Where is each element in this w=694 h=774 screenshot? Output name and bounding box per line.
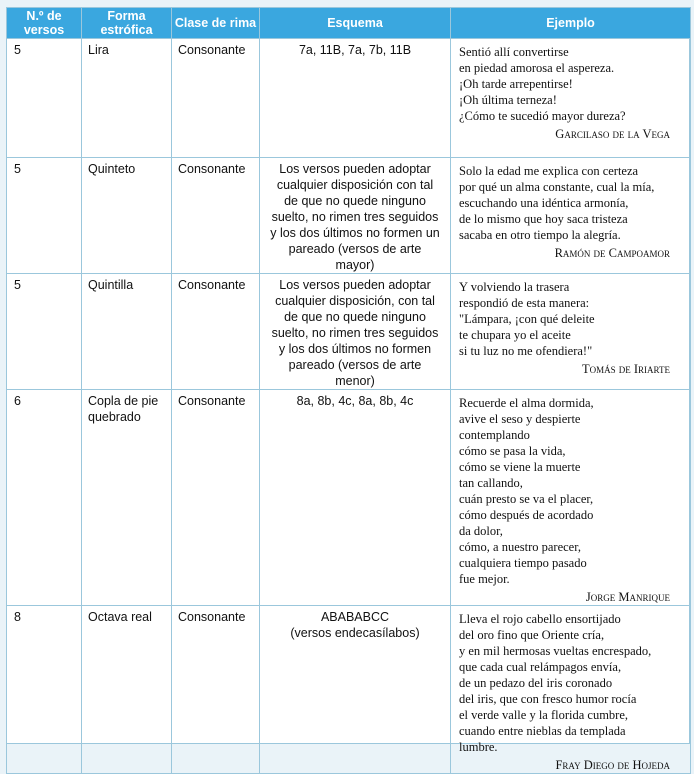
cell-clase: Consonante bbox=[172, 158, 260, 274]
example-poem: Sentió allí convertirse en piedad amorosa el aspereza. ¡Oh tarde arrepentirse! ¡Oh última terneza! ¿Cómo te sucedió mayor dureza? bbox=[459, 45, 626, 123]
cell-forma: Quintilla bbox=[82, 274, 172, 390]
cell-num: 6 bbox=[7, 390, 82, 606]
example-author: Jorge Manrique bbox=[585, 590, 670, 604]
cell-forma: Octava real bbox=[82, 606, 172, 774]
cell-esquema-text: ABABABCC (versos endecasílabos) bbox=[290, 610, 420, 640]
metric-forms-table bbox=[6, 7, 691, 774]
cell-forma: Copla de pie quebrado bbox=[82, 390, 172, 606]
header-forma-estrofica: Forma estrófica bbox=[82, 8, 172, 39]
cell-num: 8 bbox=[7, 606, 82, 774]
example-author: Tomás de Iriarte bbox=[581, 362, 670, 376]
header-esquema: Esquema bbox=[260, 8, 451, 39]
header-ejemplo: Ejemplo bbox=[451, 8, 691, 39]
cell-num: 5 bbox=[7, 158, 82, 274]
cell-clase: Consonante bbox=[172, 606, 260, 774]
table-row bbox=[7, 606, 691, 774]
cell-esquema bbox=[260, 606, 451, 774]
cell-forma: Quinteto bbox=[82, 158, 172, 274]
table-row bbox=[7, 158, 691, 274]
cell-ejemplo bbox=[451, 39, 691, 158]
header-num-versos: N.º de versos bbox=[7, 8, 82, 39]
example-poem: Solo la edad me explica con certeza por qué un alma constante, cual la mía, escuchando una idéntica armonía, de lo mismo que hoy saca tristeza sacaba en otro tiempo la alegría. bbox=[459, 164, 655, 242]
example-poem: Y volviendo la trasera respondió de esta manera: "Lámpara, ¡con qué deleite te chupara yo el aceite si tu luz no me ofendiera!" bbox=[459, 280, 595, 358]
cell-forma: Lira bbox=[82, 39, 172, 158]
example-author: Garcilaso de la Vega bbox=[555, 127, 670, 141]
cell-clase: Consonante bbox=[172, 390, 260, 606]
cell-esquema: 8a, 8b, 4c, 8a, 8b, 4c bbox=[260, 390, 451, 606]
table-row bbox=[7, 274, 691, 390]
cell-esquema: Los versos pueden adoptar cualquier disposición con tal de que no quede ninguno suelto, no rimen tres seguidos y los dos últimos no formen un pareado (versos de arte mayor) bbox=[260, 158, 451, 274]
cell-ejemplo bbox=[451, 390, 691, 606]
cell-num: 5 bbox=[7, 39, 82, 158]
example-author: Ramón de Campoamor bbox=[554, 246, 670, 260]
example-author: Fray Diego de Hojeda bbox=[555, 758, 670, 772]
table-row bbox=[7, 39, 691, 158]
table-row bbox=[7, 390, 691, 606]
cell-clase: Consonante bbox=[172, 274, 260, 390]
metric-forms-table-frame bbox=[6, 7, 690, 772]
cell-ejemplo bbox=[451, 158, 691, 274]
header-clase-rima: Clase de rima bbox=[172, 8, 260, 39]
cell-esquema: 7a, 11B, 7a, 7b, 11B bbox=[260, 39, 451, 158]
cell-ejemplo bbox=[451, 274, 691, 390]
example-poem: Recuerde el alma dormida, avive el seso y despierte contemplando cómo se pasa la vida, cómo se viene la muerte tan callando, cuán presto se va el placer, cómo después de acordado da dolor, cómo, a nuestro parecer, cualquiera tiempo pasado fue mejor. bbox=[459, 396, 594, 586]
cell-esquema: Los versos pueden adoptar cualquier disposición, con tal de que no quede ninguno suelto, no rimen tres seguidos y los dos últimos no formen pareado (versos de arte menor) bbox=[260, 274, 451, 390]
cell-clase: Consonante bbox=[172, 39, 260, 158]
example-poem: Lleva el rojo cabello ensortijado del oro fino que Oriente cría, y en mil hermosas vueltas encrespado, que cada cual relámpagos envía, de un pedazo del iris coronado del iris, que con fresco humor rocía el verde valle y la florida cumbre, cuando entre nieblas da templada lumbre. bbox=[459, 612, 652, 754]
cell-ejemplo bbox=[451, 606, 691, 774]
table-header-row bbox=[7, 8, 691, 39]
cell-num: 5 bbox=[7, 274, 82, 390]
